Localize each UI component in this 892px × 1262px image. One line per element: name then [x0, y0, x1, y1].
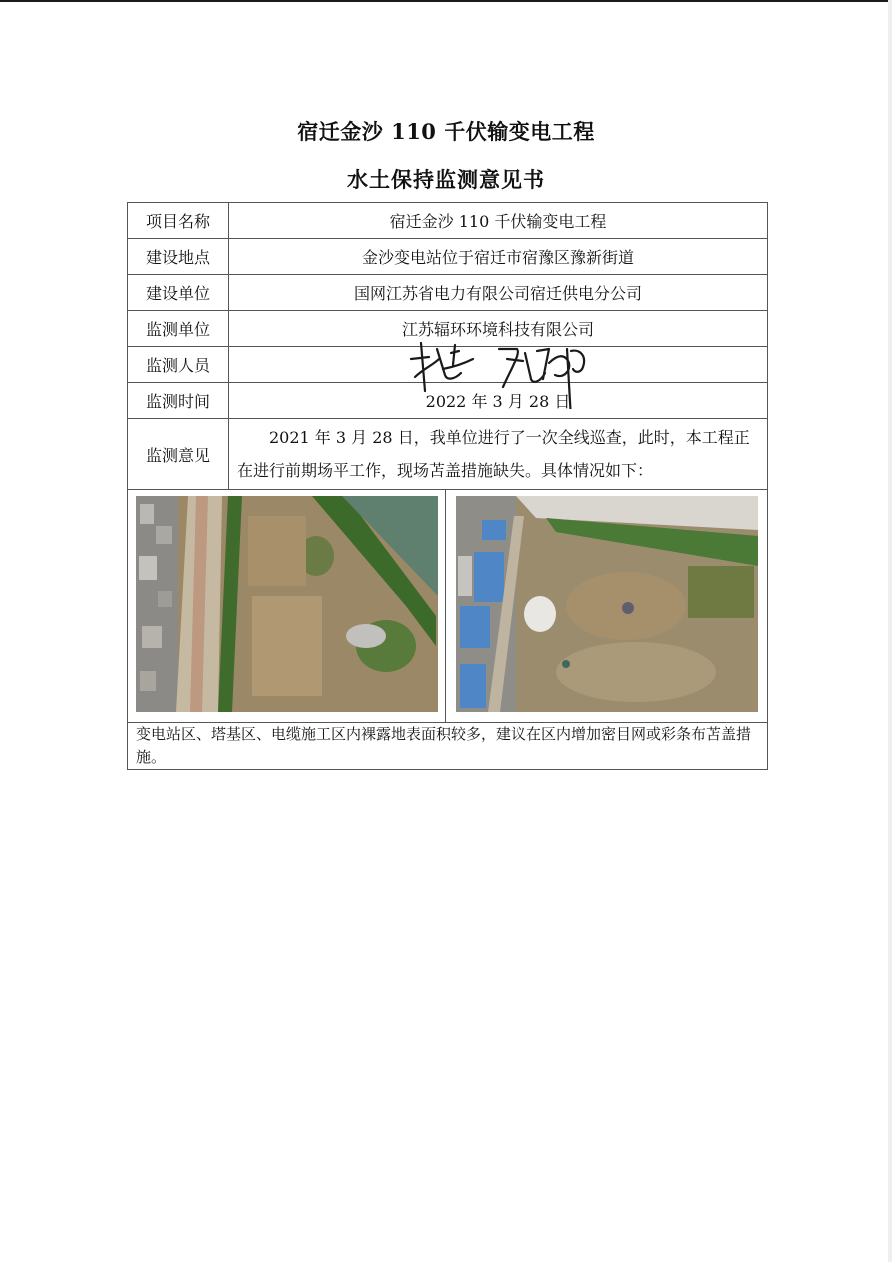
- field-label: 建设地点: [128, 239, 229, 275]
- personnel-value: [229, 347, 768, 383]
- aerial-photo-substation-site: [136, 496, 438, 712]
- field-label: 建设单位: [128, 275, 229, 311]
- form-row-location: [128, 239, 768, 275]
- document-title: 宿迁金沙 110 千伏输变电工程: [297, 119, 595, 144]
- form-row-monitoring-time: [128, 383, 768, 419]
- photo-cell-right: [446, 490, 768, 723]
- project-name-value: 宿迁金沙 110 千伏输变电工程: [229, 203, 768, 239]
- recommendation-text: 变电站区、塔基区、电缆施工区内裸露地表面积较多，建议在区内增加密目网或彩条布苫盖措施。: [128, 723, 768, 770]
- field-label: 监测人员: [128, 347, 229, 383]
- location-value: 金沙变电站位于宿迁市宿豫区豫新街道: [229, 239, 768, 275]
- form-row-monitoring-unit: [128, 311, 768, 347]
- aerial-photo-tower-site: [456, 496, 758, 712]
- monitoring-form-table: [127, 202, 768, 770]
- construction-unit-value: 国网江苏省电力有限公司宿迁供电分公司: [229, 275, 768, 311]
- form-row-opinion: [128, 419, 768, 490]
- photo-cell-left: [128, 490, 446, 723]
- field-label: 监测单位: [128, 311, 229, 347]
- monitoring-unit-value: 江苏辐环环境科技有限公司: [229, 311, 768, 347]
- form-row-project-name: [128, 203, 768, 239]
- page-top-border: [0, 0, 892, 2]
- form-row-photos: [128, 490, 768, 723]
- opinion-text: 2021 年 3 月 28 日，我单位进行了一次全线巡查，此时，本工程正在进行前期场平工作，现场苫盖措施缺失。具体情况如下：: [229, 419, 768, 490]
- form-row-construction-unit: [128, 275, 768, 311]
- form-row-personnel: [128, 347, 768, 383]
- document-subtitle: 水土保持监测意见书: [347, 167, 545, 192]
- field-label: 监测时间: [128, 383, 229, 419]
- monitoring-time-value: 2022 年 3 月 28 日: [229, 383, 768, 419]
- field-label: 项目名称: [128, 203, 229, 239]
- form-row-note: [128, 723, 768, 770]
- field-label: 监测意见: [128, 419, 229, 490]
